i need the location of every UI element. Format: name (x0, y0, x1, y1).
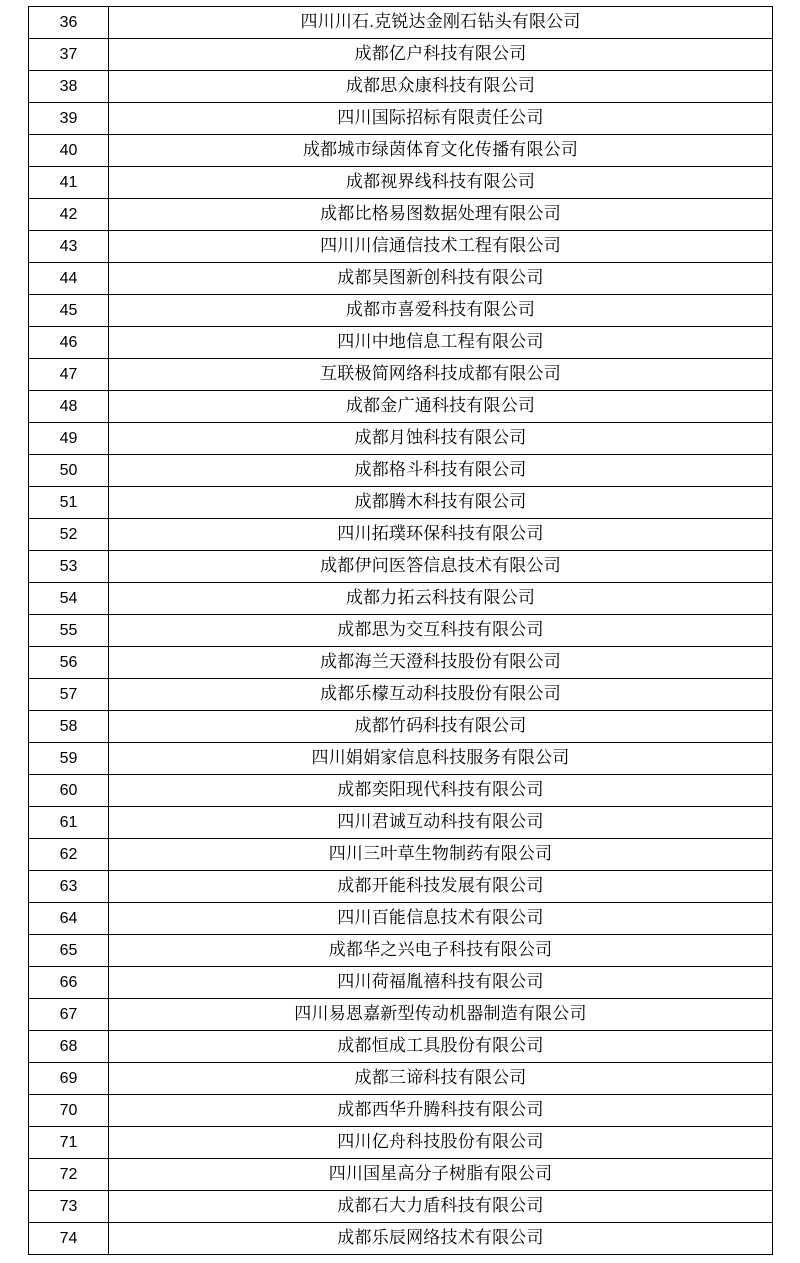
table-row (29, 807, 773, 839)
company-name-cell: 成都乐檬互动科技股份有限公司 (109, 679, 773, 711)
row-index-cell: 47 (29, 359, 109, 391)
company-name-cell: 四川国星高分子树脂有限公司 (109, 1159, 773, 1191)
company-name-cell: 四川娟娟家信息科技服务有限公司 (109, 743, 773, 775)
row-index-cell: 67 (29, 999, 109, 1031)
row-index-cell: 56 (29, 647, 109, 679)
row-index-cell: 69 (29, 1063, 109, 1095)
company-name-cell: 四川川石.克锐达金刚石钻头有限公司 (109, 7, 773, 39)
table-row (29, 647, 773, 679)
table-row (29, 487, 773, 519)
table-row (29, 295, 773, 327)
row-index-cell: 60 (29, 775, 109, 807)
row-index-cell: 57 (29, 679, 109, 711)
row-index-cell: 38 (29, 71, 109, 103)
row-index-cell: 46 (29, 327, 109, 359)
company-name-cell: 成都金广通科技有限公司 (109, 391, 773, 423)
company-name-cell: 四川拓璞环保科技有限公司 (109, 519, 773, 551)
company-name-cell: 成都恒成工具股份有限公司 (109, 1031, 773, 1063)
table-row (29, 167, 773, 199)
table-row (29, 1063, 773, 1095)
company-name-cell: 成都格斗科技有限公司 (109, 455, 773, 487)
company-name-cell: 互联极简网络科技成都有限公司 (109, 359, 773, 391)
company-name-cell: 成都乐辰网络技术有限公司 (109, 1223, 773, 1255)
table-row (29, 231, 773, 263)
table-row (29, 775, 773, 807)
row-index-cell: 36 (29, 7, 109, 39)
row-index-cell: 54 (29, 583, 109, 615)
row-index-cell: 72 (29, 1159, 109, 1191)
row-index-cell: 50 (29, 455, 109, 487)
row-index-cell: 45 (29, 295, 109, 327)
table-row (29, 455, 773, 487)
company-name-cell: 成都海兰天澄科技股份有限公司 (109, 647, 773, 679)
company-name-cell: 四川三叶草生物制药有限公司 (109, 839, 773, 871)
table-row (29, 391, 773, 423)
table-row (29, 935, 773, 967)
row-index-cell: 52 (29, 519, 109, 551)
company-name-cell: 成都视界线科技有限公司 (109, 167, 773, 199)
table-row (29, 615, 773, 647)
company-name-cell: 成都市喜爱科技有限公司 (109, 295, 773, 327)
table-row (29, 359, 773, 391)
company-name-cell: 成都月蚀科技有限公司 (109, 423, 773, 455)
table-row (29, 1127, 773, 1159)
company-name-cell: 四川中地信息工程有限公司 (109, 327, 773, 359)
table-row (29, 711, 773, 743)
table-row (29, 263, 773, 295)
table-row (29, 135, 773, 167)
table-row (29, 967, 773, 999)
table-row (29, 327, 773, 359)
table-row (29, 1095, 773, 1127)
row-index-cell: 58 (29, 711, 109, 743)
table-row (29, 839, 773, 871)
row-index-cell: 39 (29, 103, 109, 135)
company-name-cell: 四川君诚互动科技有限公司 (109, 807, 773, 839)
row-index-cell: 41 (29, 167, 109, 199)
company-name-cell: 成都亿户科技有限公司 (109, 39, 773, 71)
company-name-cell: 成都腾木科技有限公司 (109, 487, 773, 519)
table-row (29, 903, 773, 935)
company-name-cell: 成都华之兴电子科技有限公司 (109, 935, 773, 967)
company-name-cell: 成都思众康科技有限公司 (109, 71, 773, 103)
table-row (29, 1223, 773, 1255)
company-name-cell: 成都力拓云科技有限公司 (109, 583, 773, 615)
row-index-cell: 65 (29, 935, 109, 967)
company-name-cell: 成都奕阳现代科技有限公司 (109, 775, 773, 807)
row-index-cell: 62 (29, 839, 109, 871)
company-name-cell: 成都石大力盾科技有限公司 (109, 1191, 773, 1223)
row-index-cell: 53 (29, 551, 109, 583)
row-index-cell: 43 (29, 231, 109, 263)
table-row (29, 583, 773, 615)
table-row (29, 39, 773, 71)
table-row (29, 423, 773, 455)
company-name-cell: 成都开能科技发展有限公司 (109, 871, 773, 903)
row-index-cell: 55 (29, 615, 109, 647)
company-list-table (28, 6, 773, 1255)
company-name-cell: 四川亿舟科技股份有限公司 (109, 1127, 773, 1159)
table-row (29, 1191, 773, 1223)
table-row (29, 1159, 773, 1191)
table-row (29, 7, 773, 39)
company-name-cell: 成都三谛科技有限公司 (109, 1063, 773, 1095)
company-name-cell: 四川国际招标有限责任公司 (109, 103, 773, 135)
row-index-cell: 42 (29, 199, 109, 231)
company-name-cell: 成都竹码科技有限公司 (109, 711, 773, 743)
table-row (29, 199, 773, 231)
row-index-cell: 74 (29, 1223, 109, 1255)
table-row (29, 103, 773, 135)
row-index-cell: 37 (29, 39, 109, 71)
document-page (0, 6, 800, 1263)
row-index-cell: 64 (29, 903, 109, 935)
row-index-cell: 59 (29, 743, 109, 775)
table-row (29, 743, 773, 775)
row-index-cell: 68 (29, 1031, 109, 1063)
company-name-cell: 四川百能信息技术有限公司 (109, 903, 773, 935)
row-index-cell: 66 (29, 967, 109, 999)
row-index-cell: 49 (29, 423, 109, 455)
row-index-cell: 70 (29, 1095, 109, 1127)
company-name-cell: 成都思为交互科技有限公司 (109, 615, 773, 647)
row-index-cell: 40 (29, 135, 109, 167)
table-row (29, 871, 773, 903)
table-row (29, 551, 773, 583)
company-name-cell: 成都昊图新创科技有限公司 (109, 263, 773, 295)
table-row (29, 71, 773, 103)
table-row (29, 999, 773, 1031)
company-name-cell: 四川川信通信技术工程有限公司 (109, 231, 773, 263)
row-index-cell: 71 (29, 1127, 109, 1159)
company-name-cell: 四川易恩嘉新型传动机器制造有限公司 (109, 999, 773, 1031)
company-name-cell: 四川荷福胤禧科技有限公司 (109, 967, 773, 999)
row-index-cell: 44 (29, 263, 109, 295)
table-row (29, 679, 773, 711)
table-body (29, 7, 773, 1255)
row-index-cell: 63 (29, 871, 109, 903)
row-index-cell: 73 (29, 1191, 109, 1223)
company-name-cell: 成都伊问医答信息技术有限公司 (109, 551, 773, 583)
row-index-cell: 51 (29, 487, 109, 519)
table-row (29, 519, 773, 551)
row-index-cell: 61 (29, 807, 109, 839)
company-name-cell: 成都比格易图数据处理有限公司 (109, 199, 773, 231)
company-name-cell: 成都西华升腾科技有限公司 (109, 1095, 773, 1127)
row-index-cell: 48 (29, 391, 109, 423)
company-name-cell: 成都城市绿茵体育文化传播有限公司 (109, 135, 773, 167)
table-row (29, 1031, 773, 1063)
